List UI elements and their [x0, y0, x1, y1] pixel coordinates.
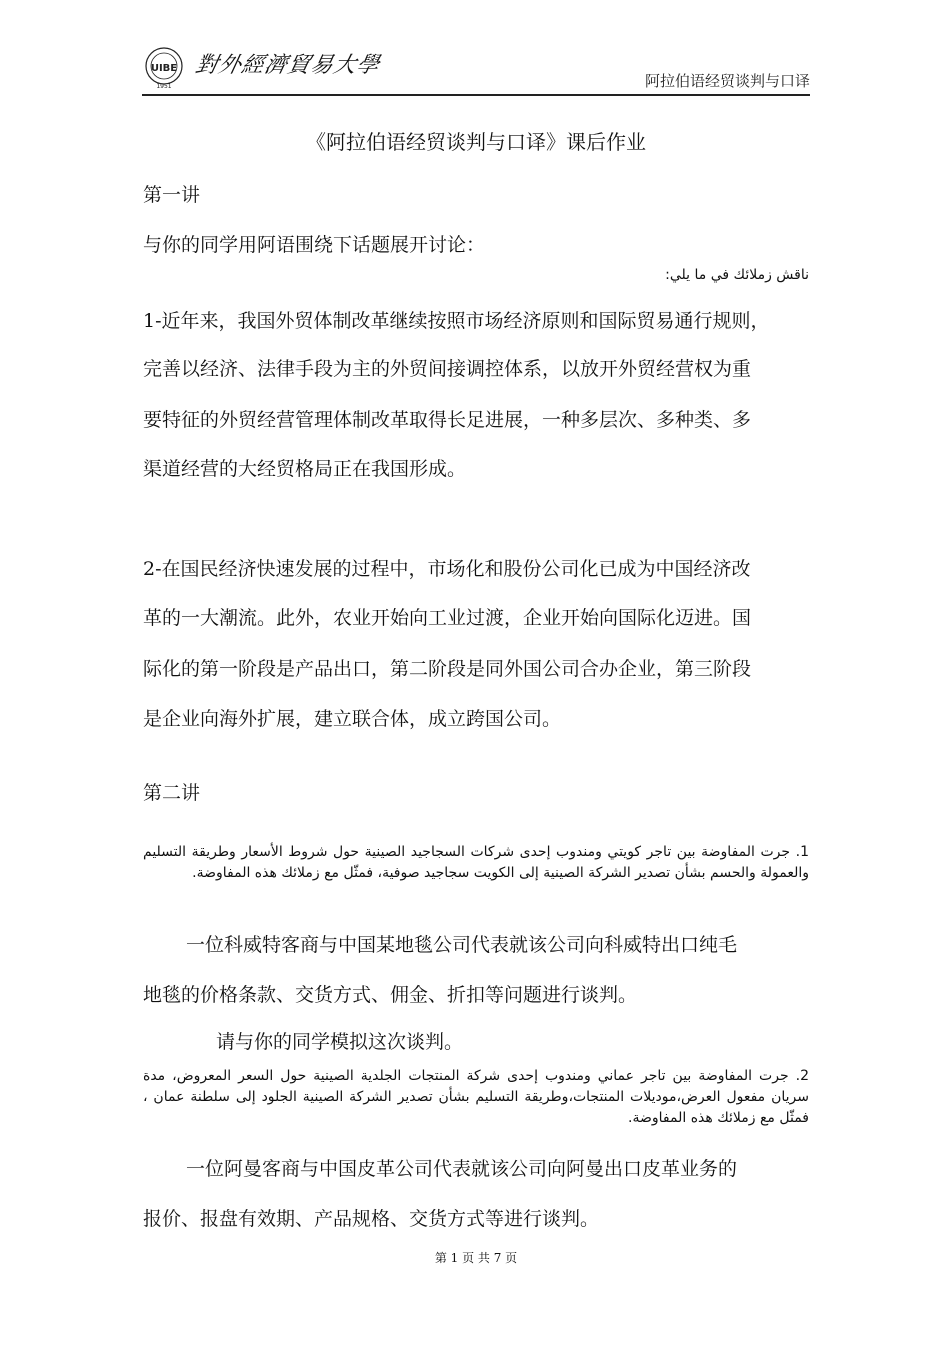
topic2-line: 2-在国民经济快速发展的过程中，市场化和股份公司化已成为中国经济改: [143, 558, 751, 580]
topic2-line: 是企业向海外扩展，建立联合体，成立跨国公司。: [143, 708, 562, 730]
topic1-line: 1-近年来，我国外贸体制改革继续按照市场经济原则和国际贸易通行规则，: [143, 310, 770, 332]
course-name: 阿拉伯语经贸谈判与口译: [644, 72, 810, 90]
page-footer: 第 1 页 共 7 页: [434, 1251, 518, 1265]
document-title: 《阿拉伯语经贸谈判与口译》课后作业: [306, 130, 646, 154]
item1-line: 地毯的价格条款、交货方式、佣金、折扣等问题进行谈判。: [143, 984, 638, 1006]
item2-line: 一位阿曼客商与中国皮革公司代表就该公司向阿曼出口皮革业务的: [186, 1158, 738, 1180]
item1-line: 一位科威特客商与中国某地毯公司代表就该公司向科威特出口纯毛: [186, 934, 738, 956]
item1-arabic: 1. جرت المفاوضة بين تاجر كويتي ومندوب إحدى شركات السجاجيد الصينية حول شروط الأسعار وطريقة التسليم والعمولة والحسم بشأن تصدير الشركة الصينية إلى الكويت سجاجيد صوفية، فمثّل مع زملائك هذه المفاوضة.: [143, 844, 809, 881]
lecture2-heading: 第二讲: [143, 782, 201, 804]
lecture1-arabic-intro: ناقش زملائك في ما يلي:: [665, 267, 809, 283]
lecture1-heading: 第一讲: [143, 184, 201, 206]
topic2-line: 际化的第一阶段是产品出口，第二阶段是同外国公司合办企业，第三阶段: [143, 658, 752, 680]
item2-arabic: 2. جرت المفاوضة بين تاجر عماني ومندوب إحدى شركة المنتجات الجلدية الصينية حول السعر المعروض، مدة سريان مفعول العرض،موديلات المنتجات،وطريقة التسليم بشأن تصدير الشركة الصينية الجلود إلى سلطنة عمان ، فمثّل مع زملائك هذه المفاوضة.: [143, 1068, 809, 1126]
svg-text:UIBE: UIBE: [150, 63, 178, 74]
item2-line: 报价、报盘有效期、产品规格、交货方式等进行谈判。: [143, 1208, 600, 1230]
topic1-line: 完善以经济、法律手段为主的外贸间接调控体系，以放开外贸经营权为重: [143, 358, 752, 380]
university-name: 對外經濟貿易大學: [192, 53, 383, 78]
topic1-line: 要特征的外贸经营管理体制改革取得长足进展，一种多层次、多种类、多: [143, 409, 752, 431]
svg-text:1951: 1951: [156, 83, 172, 90]
lecture1-intro: 与你的同学用阿语围绕下话题展开讨论：: [143, 234, 486, 256]
topic2-line: 革的一大潮流。此外，农业开始向工业过渡，企业开始向国际化迈进。国: [143, 607, 752, 629]
page-header: [142, 40, 810, 96]
university-logo: [142, 46, 192, 90]
item1-note: 请与你的同学模拟这次谈判。: [216, 1031, 464, 1053]
topic1-line: 渠道经营的大经贸格局正在我国形成。: [143, 458, 467, 480]
